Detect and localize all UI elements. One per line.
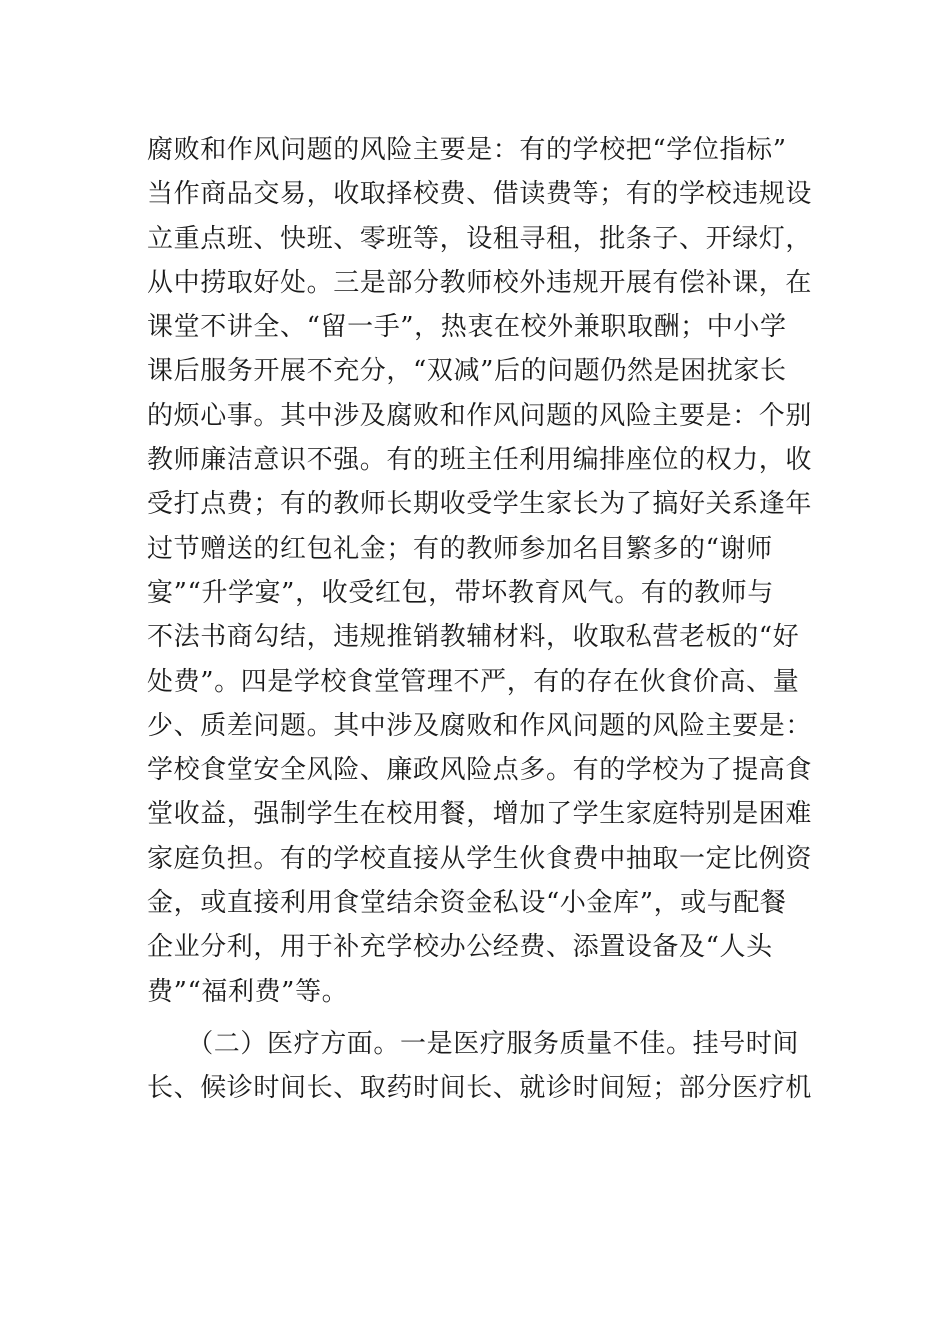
text-line: 过节赠送的红包礼金；有的教师参加名目繁多的“谢师 <box>147 533 773 564</box>
text-line: 立重点班、快班、零班等，设租寻租，批条子、开绿灯， <box>147 223 813 254</box>
text-line: 腐败和作风问题的风险主要是：有的学校把“学位指标” <box>147 135 787 165</box>
text-line: 课堂不讲全、“留一手”，热衷在校外兼职取酬；中小学 <box>147 312 787 343</box>
text-line: （二）医疗方面。一是医疗服务质量不佳。挂号时间 <box>147 1028 800 1059</box>
text-line: 企业分利，用于补充学校办公经费、添置设备及“人头 <box>147 932 773 963</box>
text-line: 堂收益，强制学生在校用餐，增加了学生家庭特别是困难 <box>147 799 813 830</box>
text-line: 处费”。四是学校食堂管理不严，有的存在伙食价高、量 <box>147 666 800 697</box>
text-line: 学校食堂安全风险、廉政风险点多。有的学校为了提高食 <box>147 755 813 786</box>
text-line: 教师廉洁意识不强。有的班主任利用编排座位的权力，收 <box>147 445 813 476</box>
text-line: 长、候诊时间长、取药时间长、就诊时间短；部分医疗机 <box>147 1073 813 1104</box>
text-line: 费”“福利费”等。 <box>147 976 349 1007</box>
text-line: 家庭负担。有的学校直接从学生伙食费中抽取一定比例资 <box>147 843 813 874</box>
text-line: 当作商品交易，收取择校费、借读费等；有的学校违规设 <box>147 179 813 210</box>
text-line: 受打点费；有的教师长期收受学生家长为了搞好关系逢年 <box>147 489 813 520</box>
text-line: 不法书商勾结，违规推销教辅材料，收取私营老板的“好 <box>147 622 800 653</box>
text-line: 少、质差问题。其中涉及腐败和作风问题的风险主要是： <box>147 710 813 741</box>
text-line: 的烦心事。其中涉及腐败和作风问题的风险主要是：个别 <box>147 400 813 431</box>
text-line: 课后服务开展不充分，“双减”后的问题仍然是困扰家长 <box>147 356 787 387</box>
body-text <box>147 128 817 1111</box>
text-line: 金，或直接利用食堂结余资金私设“小金库”，或与配餐 <box>147 888 787 919</box>
paragraph-gap <box>147 1014 817 1022</box>
text-line: 宴”“升学宴”，收受红包，带坏教育风气。有的教师与 <box>147 577 774 608</box>
text-line: 从中捞取好处。三是部分教师校外违规开展有偿补课，在 <box>147 267 813 298</box>
